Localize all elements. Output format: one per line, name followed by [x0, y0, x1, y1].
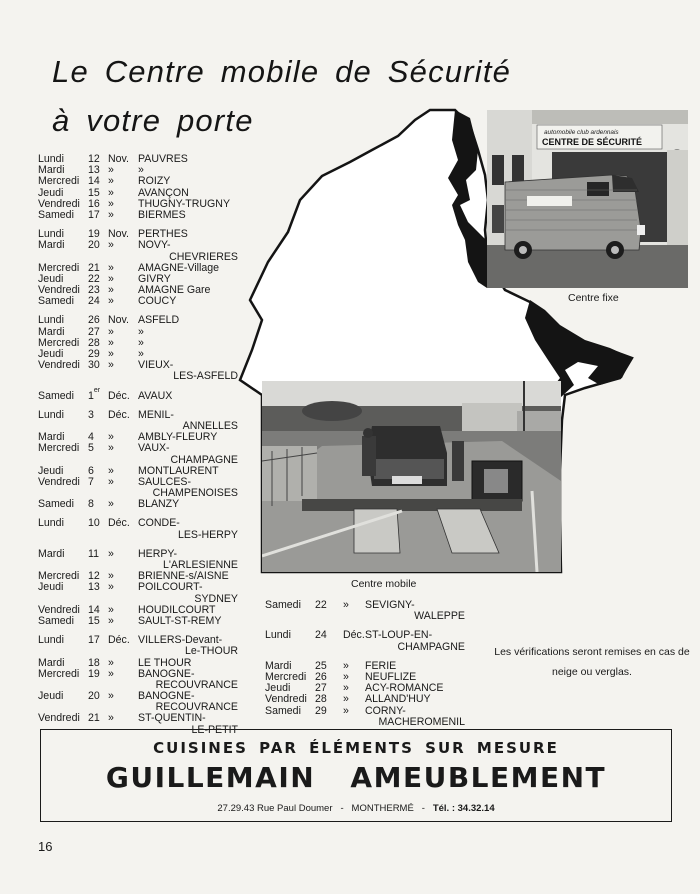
month-label: »	[108, 348, 114, 360]
town-name: POILCOURT-	[138, 581, 203, 594]
month-label: »	[108, 175, 114, 188]
ad-address: 27.29.43 Rue Paul Doumer	[217, 803, 333, 814]
town-name-continuation: ANNELLES	[182, 419, 238, 432]
day-label: Jeudi	[265, 682, 291, 695]
month-label: Déc.	[108, 389, 130, 402]
town-name: HOUDILCOURT	[138, 603, 216, 616]
day-label: Lundi	[38, 408, 64, 421]
date-number: 4	[88, 431, 94, 444]
town-name: SAULCES-	[138, 475, 191, 488]
town-name: VIEUX-	[138, 359, 174, 372]
town-name: MONTLAURENT	[138, 464, 219, 477]
town-name-continuation: CHAMPENOISES	[152, 487, 238, 500]
month-label: Nov.	[108, 314, 129, 327]
month-label: »	[108, 239, 114, 252]
date-number: 8	[88, 498, 94, 511]
schedule-row	[38, 518, 238, 529]
centre-mobile-illustration	[262, 381, 561, 572]
day-label: Samedi	[38, 498, 74, 511]
date-number: 29	[315, 704, 327, 717]
date-number: 22	[88, 272, 100, 285]
month-label: »	[108, 690, 114, 703]
month-label: »	[343, 682, 349, 695]
date-number: 15	[88, 614, 100, 627]
date-number: 7	[88, 475, 94, 488]
schedule-row	[265, 694, 475, 705]
date-number: 28	[88, 336, 100, 349]
day-label: Mercredi	[38, 570, 80, 583]
town-name: »	[138, 336, 144, 349]
schedule-row-continuation	[265, 642, 475, 653]
town-name: ROIZY	[138, 175, 171, 188]
town-name: PAUVRES	[138, 153, 188, 165]
town-name: SAULT-ST-REMY	[138, 614, 222, 627]
month-label: »	[108, 284, 114, 297]
month-label: »	[108, 667, 114, 680]
day-label: Samedi	[265, 599, 301, 611]
day-label: Vendredi	[38, 603, 80, 616]
date-number: 26	[315, 670, 327, 683]
month-label: »	[108, 570, 114, 583]
town-name: ALLAND'HUY	[365, 693, 431, 706]
schedule-row	[38, 616, 238, 627]
month-label: Déc.	[108, 634, 130, 647]
month-label: »	[343, 670, 349, 683]
schedule-row	[38, 386, 238, 402]
town-name: MENIL-	[138, 408, 174, 421]
month-label: »	[108, 498, 114, 511]
month-label: »	[343, 693, 349, 706]
town-name: VILLERS-Devant-	[138, 634, 223, 647]
date-number: 24	[315, 629, 327, 642]
date-number: 12	[88, 570, 100, 583]
date-number: 23	[88, 284, 100, 297]
schedule-row-continuation	[38, 252, 238, 263]
date-number: 15	[88, 186, 100, 199]
day-label: Mercredi	[38, 442, 80, 455]
month-label: »	[108, 208, 114, 221]
schedule-row-continuation	[265, 717, 475, 728]
centre-mobile-caption: Centre mobile	[351, 578, 417, 590]
schedule-row-continuation	[38, 455, 238, 466]
month-label: Nov.	[108, 153, 129, 165]
day-label: Samedi	[38, 295, 74, 308]
schedule-row-continuation	[38, 646, 238, 657]
date-number: 14	[88, 175, 100, 188]
town-name: VAUX-	[138, 442, 170, 455]
day-label: Jeudi	[38, 581, 64, 594]
town-name: ACY-ROMANCE	[365, 682, 444, 695]
schedule-row	[265, 706, 475, 717]
day-label: Mercredi	[38, 261, 80, 274]
town-name-continuation: MACHEROMENIL	[378, 715, 465, 728]
town-name: AMAGNE-Village	[138, 261, 220, 274]
month-label: »	[108, 197, 114, 210]
day-label: Vendredi	[265, 693, 307, 706]
weather-note: Les vérifications seront remises en cas de neige ou verglas.	[494, 646, 690, 678]
day-label: Jeudi	[38, 348, 64, 360]
town-name: NOVY-	[138, 239, 171, 252]
town-name: ST-LOUP-EN-	[365, 629, 433, 642]
schedule-row	[38, 582, 238, 593]
date-number: 21	[88, 712, 100, 725]
schedule-row	[265, 630, 475, 641]
town-name-continuation: L'ARLESIENNE	[162, 559, 238, 571]
month-label: »	[108, 295, 114, 308]
date-number: 6	[88, 464, 94, 477]
town-name-continuation: LE-PETIT	[191, 723, 238, 736]
day-label: Mardi	[38, 239, 65, 252]
month-label: »	[108, 336, 114, 349]
date-number: 3	[88, 408, 94, 421]
date-number: 20	[88, 239, 100, 252]
date-number: 16	[88, 197, 100, 210]
schedule-row	[38, 713, 238, 724]
town-name: AVAUX	[138, 389, 173, 402]
date-number: 11	[88, 547, 99, 560]
page-number: 16	[38, 839, 53, 854]
day-label: Jeudi	[38, 186, 64, 199]
town-name-continuation: LES-ASFELD	[173, 370, 238, 383]
day-label: Vendredi	[38, 712, 80, 725]
date-number: 13	[88, 164, 100, 177]
day-label: Jeudi	[38, 464, 64, 477]
town-name: FERIE	[365, 659, 397, 672]
month-label: »	[108, 712, 114, 725]
town-name-continuation: WALEPPE	[414, 610, 465, 623]
date-number: 27	[315, 682, 327, 695]
date-number: 17	[88, 208, 100, 221]
schedule-row	[38, 499, 238, 510]
month-label: »	[343, 659, 349, 672]
day-label: Samedi	[265, 704, 301, 717]
date-number: 25	[315, 659, 327, 672]
town-name: AMAGNE Gare	[138, 284, 211, 297]
day-label: Lundi	[38, 634, 64, 647]
day-label: Mardi	[38, 656, 65, 669]
town-name: HERPY-	[138, 547, 178, 560]
date-number: 22	[315, 599, 327, 611]
day-label: Samedi	[38, 389, 74, 402]
date-number: 18	[88, 656, 100, 669]
day-label: Vendredi	[38, 284, 80, 297]
town-name: AVANÇON	[138, 186, 189, 199]
schedule-row	[38, 296, 238, 307]
month-label: Déc.	[343, 629, 365, 642]
day-label: Lundi	[38, 314, 64, 327]
town-name-continuation: CHAMPAGNE	[170, 453, 238, 466]
ad-separator-2: -	[421, 803, 425, 814]
town-name: CONDE-	[138, 517, 180, 530]
centre-fixe-photo	[487, 110, 688, 288]
day-label: Mercredi	[38, 175, 80, 188]
day-label: Samedi	[38, 614, 74, 627]
date-number: 19	[88, 228, 100, 241]
ad-town: MONTHERMÉ	[351, 803, 414, 814]
month-label: »	[108, 581, 114, 594]
day-label: Samedi	[38, 208, 74, 221]
ad-company-name: GUILLEMAIN AMEUBLEMENT	[105, 761, 607, 794]
town-name: »	[138, 325, 144, 338]
day-label: Lundi	[265, 629, 291, 642]
schedule-row	[38, 315, 238, 326]
day-label: Lundi	[38, 153, 64, 165]
month-label: Nov.	[108, 228, 129, 241]
month-label: »	[108, 442, 114, 455]
date-number: 19	[88, 667, 100, 680]
centre-fixe-caption: Centre fixe	[568, 292, 619, 304]
date-number: 24	[88, 295, 100, 308]
date-number: 28	[315, 693, 327, 706]
month-label: »	[108, 186, 114, 199]
date-number: 14	[88, 603, 100, 616]
day-label: Mercredi	[265, 670, 307, 683]
date-number: 20	[88, 690, 100, 703]
day-label: Vendredi	[38, 359, 80, 372]
schedule-row-continuation	[38, 530, 238, 541]
town-name-continuation: RECOUVRANCE	[155, 701, 238, 714]
schedule-row-continuation	[265, 611, 475, 622]
page-title-line1: Le Centre mobile de Sécurité	[52, 54, 512, 89]
schedule-left	[38, 154, 238, 736]
month-label: »	[108, 261, 114, 274]
ordinal-suffix: er	[93, 386, 101, 394]
town-name: BRIENNE-s/AISNE	[138, 570, 229, 583]
date-number: 29	[88, 348, 100, 360]
month-label: »	[108, 614, 114, 627]
date-number: 27	[88, 325, 100, 338]
ad-separator-1: -	[340, 803, 344, 814]
day-label: Vendredi	[38, 475, 80, 488]
town-name-continuation: SYDNEY	[194, 592, 238, 605]
ad-address-line	[41, 803, 671, 814]
town-name: »	[138, 164, 144, 177]
date-number: 12	[88, 153, 100, 165]
town-name: BANOGNE-	[138, 667, 195, 680]
ad-tel-label: Tél. :	[432, 803, 455, 814]
month-label: »	[108, 464, 114, 477]
town-name: BIERMES	[138, 208, 186, 221]
town-name: BLANZY	[138, 498, 180, 511]
date-number: 5	[88, 442, 94, 455]
month-label: »	[108, 164, 114, 177]
date-number: 13	[88, 581, 100, 594]
date-number: 1er	[88, 386, 101, 402]
schedule-row	[38, 658, 238, 669]
schedule-row	[38, 240, 238, 251]
month-label: »	[343, 704, 349, 717]
schedule-row	[38, 176, 238, 187]
month-label: »	[343, 599, 349, 611]
town-name: CORNY-	[365, 704, 406, 717]
day-label: Mercredi	[38, 336, 80, 349]
town-name: GIVRY	[138, 272, 171, 285]
month-label: »	[108, 475, 114, 488]
schedule-row	[38, 443, 238, 454]
centre-fixe-illustration	[487, 110, 688, 288]
date-number: 26	[88, 314, 100, 327]
town-name: COUCY	[138, 295, 177, 308]
month-label: Déc.	[108, 517, 130, 530]
day-label: Mardi	[38, 547, 65, 560]
town-name: THUGNY-TRUGNY	[138, 197, 231, 210]
day-label: Lundi	[38, 228, 64, 241]
schedule-right	[265, 600, 475, 728]
date-number: 21	[88, 261, 100, 274]
fixe-sign-line1: automobile club ardennais	[544, 129, 619, 136]
month-label: »	[108, 272, 114, 285]
fixe-sign-line2: CENTRE DE SÉCURITÉ	[542, 137, 643, 147]
day-label: Mardi	[38, 164, 65, 177]
day-label: Mardi	[38, 325, 65, 338]
day-label: Jeudi	[38, 690, 64, 703]
town-name: SEVIGNY-	[365, 599, 415, 611]
date-number: 30	[88, 359, 100, 372]
town-name-continuation: CHAMPAGNE	[397, 640, 465, 653]
ad-tel: 34.32.14	[457, 803, 495, 814]
month-label: »	[108, 656, 114, 669]
month-label: »	[108, 359, 114, 372]
town-name-continuation: Le-THOUR	[185, 645, 238, 658]
date-number: 10	[88, 517, 100, 530]
day-label: Mercredi	[38, 667, 80, 680]
month-label: »	[108, 431, 114, 444]
page-title-line2: à votre porte	[52, 103, 254, 138]
date-number: 17	[88, 634, 100, 647]
ad-tagline: CUISINES PAR ÉLÉMENTS SUR MESURE	[153, 739, 559, 757]
schedule-row-continuation	[38, 371, 238, 382]
town-name: AMBLY-FLEURY	[138, 431, 218, 444]
town-name: »	[138, 348, 144, 360]
day-label: Lundi	[38, 517, 64, 530]
town-name: NEUFLIZE	[365, 670, 417, 683]
month-label: »	[108, 603, 114, 616]
day-label: Jeudi	[38, 272, 64, 285]
town-name: PERTHES	[138, 228, 188, 241]
town-name: ASFELD	[138, 314, 180, 327]
town-name-continuation: RECOUVRANCE	[155, 678, 238, 691]
town-name: BANOGNE-	[138, 690, 195, 703]
day-label: Vendredi	[38, 197, 80, 210]
month-label: »	[108, 325, 114, 338]
month-label: Déc.	[108, 408, 130, 421]
schedule-row	[38, 210, 238, 221]
centre-mobile-photo	[262, 381, 561, 572]
month-label: »	[108, 547, 114, 560]
town-name-continuation: CHEVRIERES	[169, 250, 238, 263]
town-name-continuation: LES-HERPY	[177, 528, 238, 541]
day-label: Mardi	[265, 659, 292, 672]
advertisement-box	[40, 729, 672, 822]
day-label: Mardi	[38, 431, 65, 444]
town-name: LE THOUR	[138, 656, 192, 669]
town-name: ST-QUENTIN-	[138, 712, 206, 725]
